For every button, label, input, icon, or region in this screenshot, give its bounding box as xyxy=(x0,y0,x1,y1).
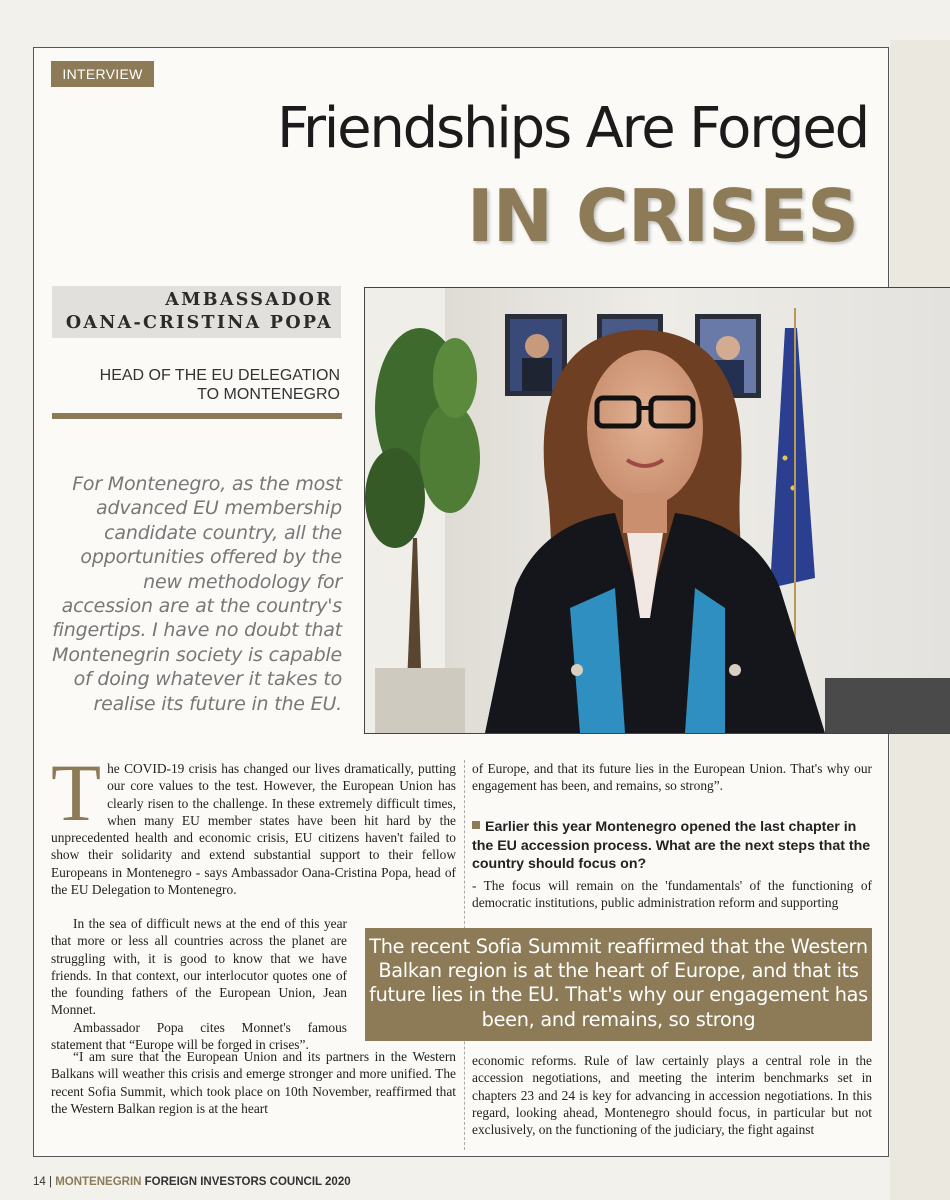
paragraph-3: Ambassador Popa cites Monnet's famous statement that “Europe will be forged in crises”. xyxy=(51,1019,347,1053)
headline-line-2: IN CRISES xyxy=(466,174,858,258)
paragraph-1: he COVID-19 crisis has changed our lives dramatically, putting our core values to the test. However, the European Union has clearly risen to the challenge. In these extremely difficult times, when many EU member states have been hit hard by the unprecedented health and economic crisis, EU citizens haven't failed to show their solidarity and extend substantial support to their fellow Europeans in Montenegro - says Ambassador Oana-Cristina Popa, head of the EU Delegation to Montenegro. xyxy=(51,761,456,898)
pull-quote: The recent Sofia Summit reaffirmed that the Western Balkan region is at the heart of Europe, and that its future lies in the EU. That's why our engagement has been, and remains, so strong xyxy=(369,935,868,1031)
footer-publication: FOREIGN INVESTORS COUNCIL 2020 xyxy=(144,1176,351,1188)
lead-quote: For Montenegro, as the most advanced EU membership candidate country, all the opportunities offered by the new methodology for accession are at the country's fingertips. I have no doubt that Montenegrin society is capable of doing whatever it takes to realise its future in the EU. xyxy=(52,473,342,715)
bullet-square-icon xyxy=(472,821,480,829)
answer-start xyxy=(472,877,872,912)
paragraph-4: “I am sure that the European Union and its partners in the Western Balkans will weather this crisis and emerge stronger and more unified. The recent Sofia Summit, which took place on 10th November, reaffirmed that the Western Balkan region is at the heart xyxy=(51,1049,456,1116)
footer-brand: MONTENEGRIN xyxy=(55,1176,142,1188)
answer-paragraph-2: economic reforms. Rule of law certainly plays a central role in the accession negotiations, and meeting the interim benchmarks set in chapters 23 and 24 is key for advancing in accession negotiations. In this regard, looking ahead, Montenegro should focus, in particular but not exclusively, on the functioning of the judiciary, the fight against xyxy=(472,1053,872,1138)
headline-line-1: Friendships Are Forged xyxy=(277,96,868,161)
drop-cap: T xyxy=(51,747,102,838)
accent-rule xyxy=(52,413,342,419)
article-body-intro xyxy=(51,747,456,898)
article-body-left-bottom xyxy=(51,1048,456,1117)
answer-continued xyxy=(472,1052,872,1138)
article-body-left-narrow xyxy=(51,915,347,1053)
question-text: Earlier this year Montenegro opened the last chapter in the EU accession process. What are the next steps that the country should focus on? xyxy=(472,819,871,872)
page-number: 14 xyxy=(33,1176,46,1188)
interviewee-name xyxy=(66,289,333,335)
paragraph-5: of Europe, and that its future lies in the European Union. That's why our engagement has been, and remains, so strong”. xyxy=(472,761,872,794)
paragraph-2: In the sea of difficult news at the end of this year that more or less all countries across the planet are struggling with, it is good to know that we have friends. In that context, our interlocutor quotes one of the founding fathers of the European Union, Jean Monnet. xyxy=(51,916,347,1018)
answer-paragraph-1: - The focus will remain on the 'fundamentals' of the functioning of democratic institutions, public administration reform and supporting xyxy=(472,878,872,911)
role-line-1: HEAD OF THE EU DELEGATION xyxy=(99,367,340,384)
interviewee-title: AMBASSADOR xyxy=(165,290,333,310)
section-tag: INTERVIEW xyxy=(51,61,154,87)
interview-question xyxy=(472,818,872,874)
role-line-2: TO MONTENEGRO xyxy=(197,386,340,403)
page-footer: 14 | MONTENEGRIN FOREIGN INVESTORS COUNCIL 2020 xyxy=(33,1176,351,1188)
interviewee-name-box xyxy=(52,286,341,338)
interviewee-fullname: OANA-CRISTINA POPA xyxy=(65,313,333,333)
pull-quote-box xyxy=(365,928,872,1041)
interviewee-role xyxy=(40,366,340,404)
ambassador-photo xyxy=(364,287,950,734)
article-body-right-top xyxy=(472,760,872,795)
